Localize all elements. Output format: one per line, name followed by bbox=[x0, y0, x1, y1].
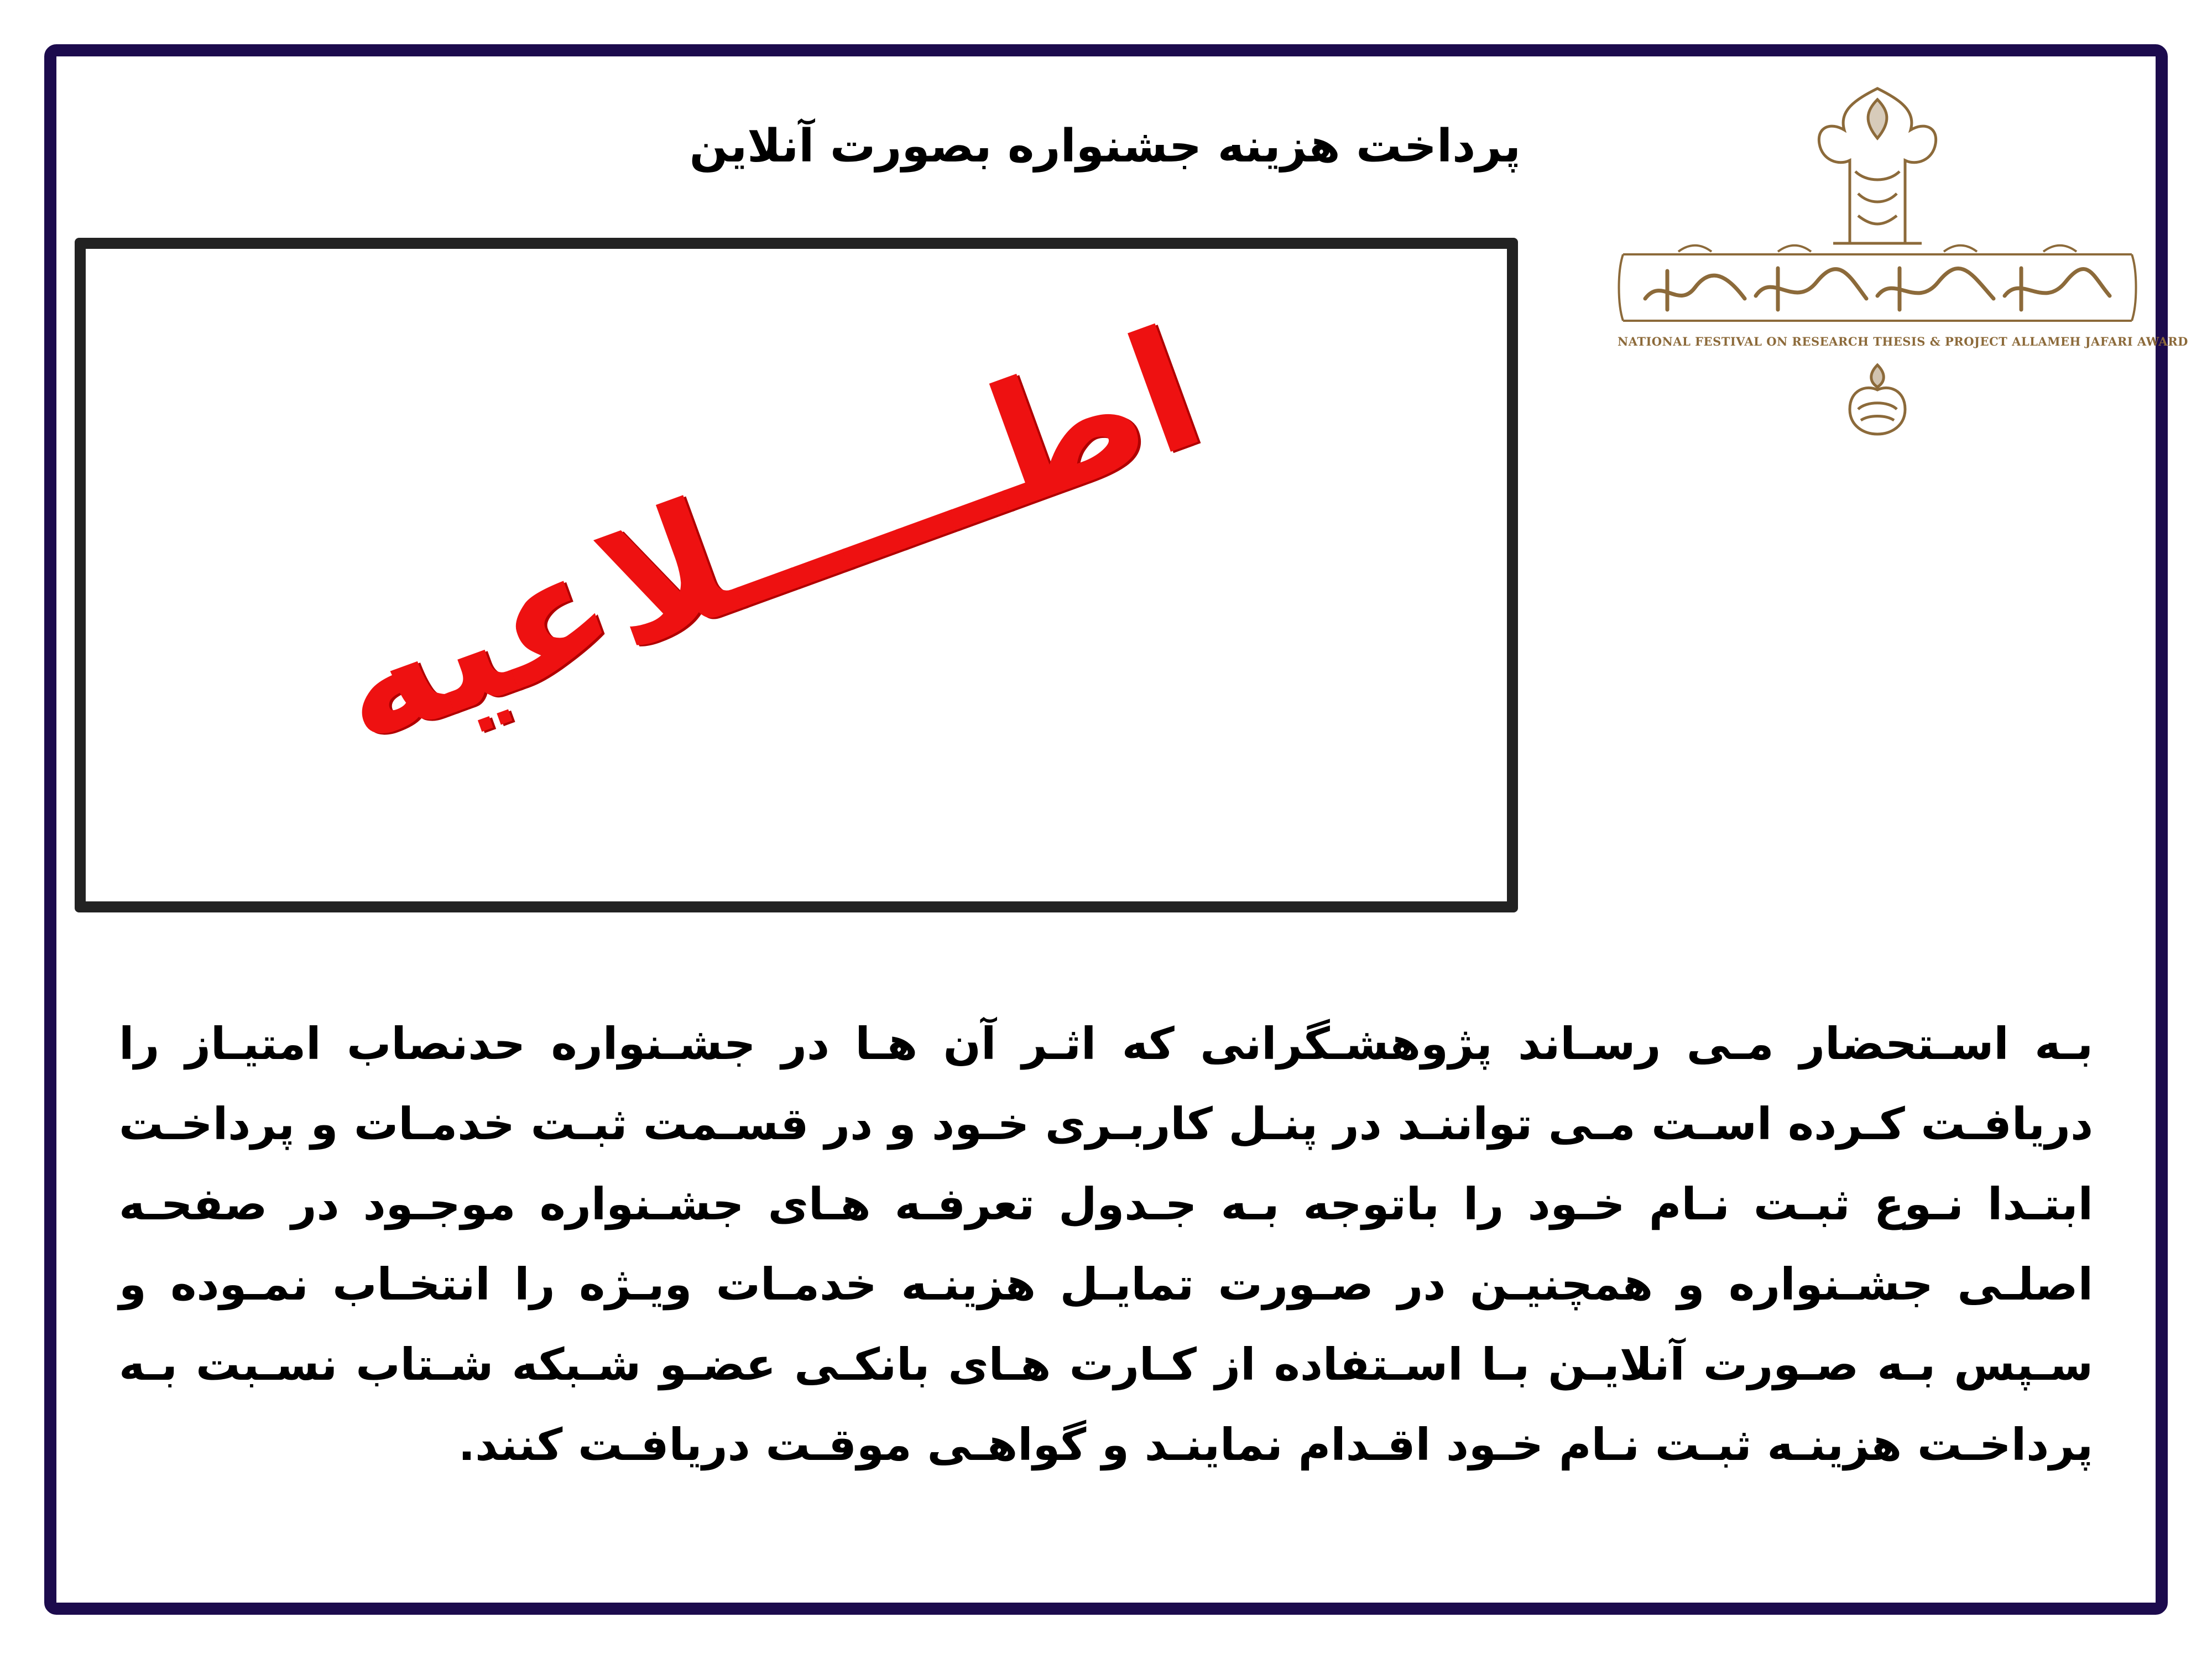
page-title: پرداخت هزینه جشنواره بصورت آنلاین bbox=[689, 120, 1521, 173]
calligraphy-strokes bbox=[1645, 268, 2110, 310]
crown-emblem-icon bbox=[1819, 88, 1936, 243]
logo-caption: NATIONAL FESTIVAL ON RESEARCH THESIS & PROJECT ALLAMEH JAFARI AWARD bbox=[1618, 335, 2188, 348]
notice-body-text: بـه اسـتحضار مـی رسـاند پژوهشـگرانی که اثـر آن هـا در جشـنواره حدنصاب امتیـاز را دریافـت کـرده اسـت مـی تواننـد در پنـل کاربـری خـود و در قسـمت ثبـت خدمـات و پرداخـت ابتـدا نـوع ثبـت نـام خـود را باتوجه بـه جـدول تعرفـه هـای جشـنواره موجـود در صفحـه اصلـی جشـنواره و همچنیـن در صـورت تمایـل هزینـه خدمـات ویـژه را انتخـاب نمـوده و سـپس بـه صـورت آنلایـن بـا اسـتفاده از کـارت هـای بانکـی عضـو شـبکه شـتاب نسـبت بـه پرداخـت هزینـه ثبـت نـام خـود اقـدام نماینـد و گواهـی موقـت دریافـت کنند. bbox=[119, 1018, 2093, 1470]
festival-logo bbox=[1612, 77, 2188, 453]
notice-heading: اطـــــلاعیه bbox=[309, 293, 1225, 784]
small-emblem-icon bbox=[1850, 365, 1905, 434]
